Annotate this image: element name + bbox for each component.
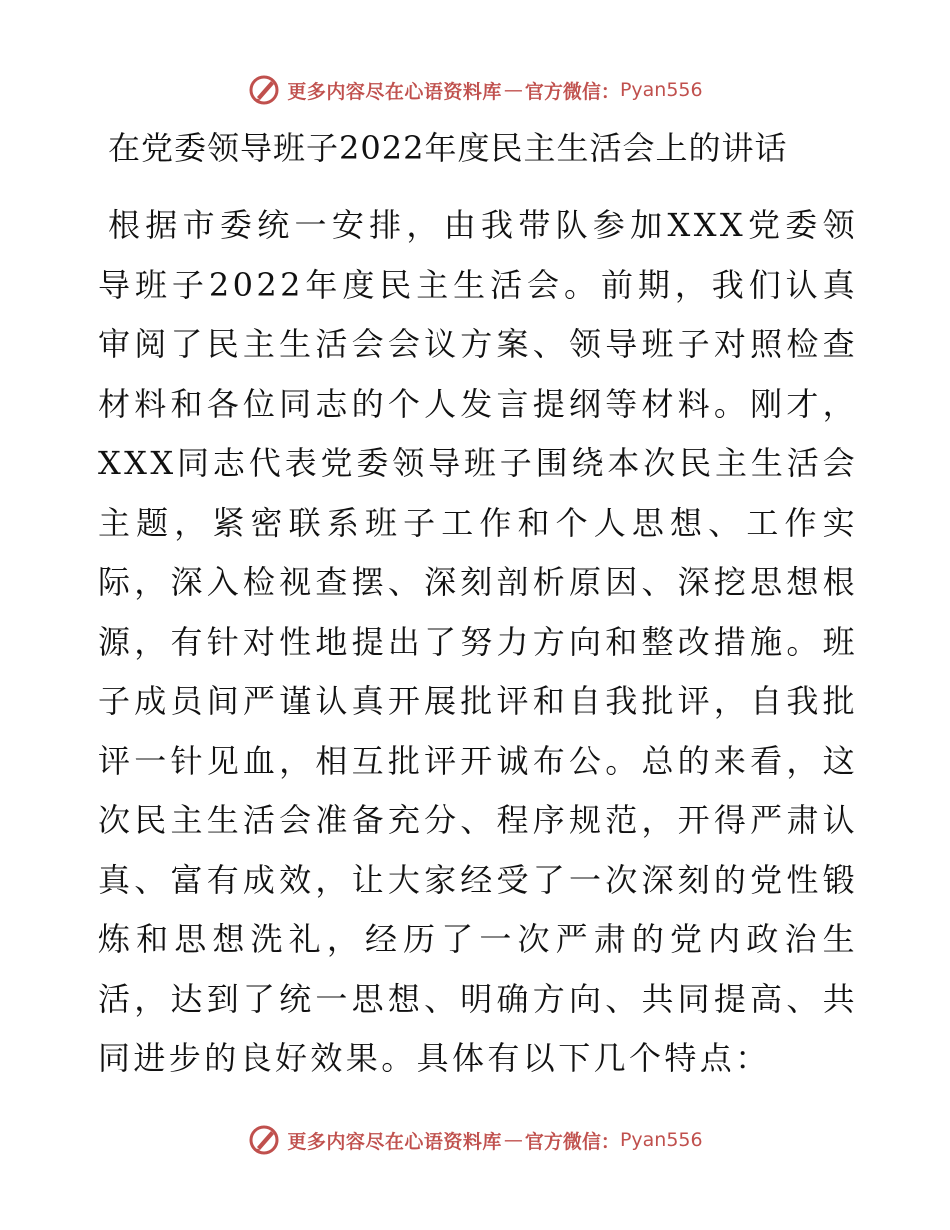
brush-logo-icon	[247, 73, 281, 107]
watermark-official-label: 官方微信：	[524, 1130, 620, 1153]
document-body-paragraph: 根据市委统一安排，由我带队参加XXX党委领导班子2022年度民主生活会。前期，我们认真审阅了民主生活会会议方案、领导班子对照检查材料和各位同志的个人发言提纲等材料。刚才，XXX同志代表党委领导班子围绕本次民主生活会主题，紧密联系班子工作和个人思想、工作实际，深入检视查摆、深刻剖析原因、深挖思想根源，有针对性地提出了努力方向和整改措施。班子成员间严谨认真开展批评和自我批评，自我批评一针见血，相互批评开诚布公。总的来看，这次民主生活会准备充分、程序规范，开得严肃认真、富有成效，让大家经受了一次深刻的党性锻炼和思想洗礼，经历了一次严肃的党内政治生活，达到了统一思想、明确方向、共同提高、共同进步的良好效果。具体有以下几个特点：	[98, 206, 858, 1077]
footer-watermark	[0, 1120, 950, 1160]
watermark-dash: —	[503, 1129, 523, 1151]
document-title: 在党委领导班子2022年度民主生活会上的讲话	[108, 129, 788, 167]
brush-logo-icon	[247, 1123, 281, 1157]
watermark-main-text: 更多内容尽在心语资料库	[287, 1130, 502, 1153]
header-watermark	[0, 70, 950, 110]
watermark-main-text: 更多内容尽在心语资料库	[287, 80, 502, 103]
watermark-wechat-id: Pyan556	[619, 1129, 703, 1151]
watermark-dash: —	[503, 79, 523, 101]
watermark-official-label: 官方微信：	[524, 80, 620, 103]
watermark-wechat-id: Pyan556	[619, 79, 703, 101]
